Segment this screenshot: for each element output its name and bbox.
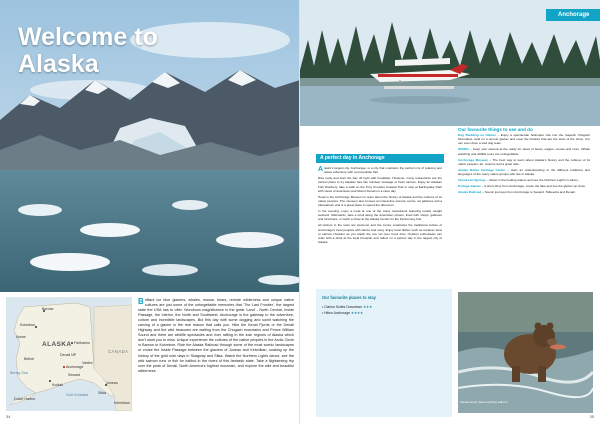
intro-body: rilliant ice blue glaciers, whales, moose, bears, remote wilderness and unique native cultures are just some of the unforgettable memories that 'The Last Frontier', the largest state the USA has to offer. Wondrous magnificence is the great 'Land' - North Central, Inside Passage, the Interior, the North and Southwest. Anchorage is the gateway to the adventure, culture and incredible landscapes. But this day with some dogging and sunlit watching the carving of a glacier is the real reason that calls you. Hike the Kenai Fjords or the Denali Highway and the wild treasures are waiting from the Chugach mountains and Prince William Sound and there are wildlife spectacles and river rafting in the lush regions of Alaska which don't want you to miss. Unique experience the cultures of the native peoples in the Arctic Circle in Barrow or Kotzebue. Ride the Alaska Railroad through some of the most scenic landscapes or cruise the Inside Passage between the glaciers of Juneau and Ketchikan, soaking up the history of the gold rush days in Skagway and Sitka. Watch the Northern Lights dance, see the wild salmon runs or fish for halibut in the rivers of this fantastic state. Take a flightseeing trip over the peak of Denali, North America's highest mountain, and explore the wild and beautiful wilderness. (138, 298, 294, 373)
map-region-label: ALASKA (42, 341, 72, 348)
favourites-column (458, 133, 590, 196)
favourite-name: Dog Sledding on Glacier (458, 133, 496, 137)
stay-item: • Clarion Suites Downtown ★★★ (322, 305, 373, 309)
favourite-item: Portage Glacier – A short drive from Anchorage, cruise the lake and see the glacier up close. (458, 184, 586, 189)
favourite-name: Chena Hot Springs (458, 177, 486, 182)
favourite-item: Alaska Native Heritage Center – Gain an understanding of the different traditions and languages of the many native groups who live in Alaska. (458, 167, 590, 176)
favourite-item: Wildlife – Keep your camera at the ready for views of bears, eagles, moose and more. Whale watching and wildlife tours are unforgettable. (458, 147, 590, 156)
favourite-text: Enjoy a spectacular helicopter ride into the majestic Chugach Mountains, land on a remote glacier and meet the huskies that are the stars of the show. You can even drive a sled dog team. (458, 133, 590, 146)
map-gulf-label: Gulf of Alaska (66, 393, 89, 397)
map-place-juneau: Juneau (106, 381, 118, 385)
map-place-bethel: Bethel (24, 357, 35, 361)
section-tab: Anchorage (546, 9, 600, 21)
alaska-map (6, 297, 132, 411)
stay-item: • Hilton Anchorage ★★★★ (322, 311, 364, 315)
favourite-text: The best way to learn about Alaska's history and the cultures of its native peoples; art, science and a great cafe. (458, 157, 591, 166)
favourite-text: Relax in the healing waters and see the Northern Lights in winter. (489, 177, 579, 182)
map-place-kodiak: Kodiak (52, 383, 63, 387)
map-country-label: CANADA (108, 349, 129, 354)
perfect-day-column (318, 166, 442, 246)
map-place-fairbanks: Fairbanks (74, 341, 90, 345)
stay-item-label: Clarion Suites Downtown (324, 305, 363, 309)
map-place-nome: Nome (16, 335, 26, 339)
favourites-heading: Our favourite things to see and do (458, 127, 533, 132)
places-to-stay-title: Our favourite places to stay (322, 295, 376, 300)
map-place-seward: Seward (68, 373, 81, 377)
right-page (300, 0, 600, 424)
favourite-name: Alaska Native Heritage Center (458, 167, 506, 172)
map-place-denali: Denali NP (60, 353, 77, 357)
hero-photo-glacier (0, 0, 300, 292)
stay-item-stars: ★★★★ (350, 311, 364, 315)
map-sea-label: Bering Sea (10, 371, 28, 375)
map-place-kotzebue: Kotzebue (20, 323, 36, 327)
perfect-day-heading: A perfect day in Anchorage (316, 154, 444, 163)
page-number-right: 35 (589, 414, 594, 419)
map-place-dutch-harbor: Dutch Harbor (14, 397, 36, 401)
places-to-stay-box (316, 289, 452, 417)
favourite-text: Gain an understanding of the different traditions and languages of the many native groups who live in Alaska. (458, 167, 590, 176)
favourite-text: A short drive from Anchorage, cruise the lake and see the glacier up close. (484, 184, 586, 189)
favourite-item: Anchorage Museum – The best way to learn about Alaska's history and the cultures of its native peoples; art, science and a great cafe. (458, 157, 591, 166)
perfect-day-paragraph: Rise early and start the day off right with breakfast. However, many restaurants are the perfect place to try Alaskan fare like reindeer sausage or fresh salmon. Enjoy an Alaskan Fish Hatchery, take a walk on the Tony Knowles Coastal Trail or stop at Earthquake Park with views of downtown and Mount Denali on a clear day. (318, 176, 442, 193)
favourite-name: Wildlife (458, 147, 469, 152)
map-place-anchorage: Anchorage (66, 365, 84, 369)
map-place-barrow: Barrow (42, 307, 54, 311)
intro-dropcap: B (138, 297, 144, 306)
favourite-item: Alaska Railroad – Scenic journeys from Anchorage to Seward, Talkeetna and Denali. (458, 190, 576, 195)
favourite-name: Portage Glacier (458, 184, 481, 189)
bear-photo (458, 292, 593, 413)
stay-item-stars: ★★★ (362, 305, 373, 309)
favourite-text: Scenic journeys from Anchorage to Seward, Talkeetna and Denali. (484, 190, 576, 195)
favourite-name: Anchorage Museum (458, 157, 489, 162)
favourite-text: Keep your camera at the ready for views of bears, eagles, moose and more. Whale watching and wildlife tours are unforgettable. (458, 147, 590, 156)
map-place-ketchikan: Ketchikan (114, 401, 130, 405)
perfect-day-paragraph: Head to the Anchorage Museum to learn about the history of Alaska and the cultures of its native peoples. The museum also houses an interactive science centre, art galleries and a planetarium and is a great place to spend the afternoon. (318, 194, 442, 208)
page-number-left: 34 (6, 414, 11, 419)
map-place-valdez: Valdez (82, 361, 93, 365)
perfect-day-text-1: lasks's largest city, Anchorage, is a city that maintains the perfect mix of relaxing and active adventure with cosmopolitan flair. (324, 166, 442, 175)
perfect-day-paragraph (318, 166, 442, 174)
stay-item-label: Hilton Anchorage (324, 311, 350, 315)
intro-text (138, 298, 294, 374)
favourite-item: Chena Hot Springs – Relax in the healing waters and see the Northern Lights in winter. (458, 177, 579, 182)
perfect-day-dropcap: A (318, 166, 324, 173)
favourite-item: Dog Sledding on Glacier – Enjoy a spectacular helicopter ride into the majestic Chugach Mountains, land on a remote glacier and meet the huskies that are the stars of the show. You can even drive a sled dog team. (458, 133, 590, 146)
title-line-2: Alaska (18, 50, 99, 78)
favourite-name: Alaska Railroad (458, 190, 482, 195)
map-place-sitka: Sitka (98, 391, 106, 395)
perfect-day-paragraph: All visitors to the town are welcome and the centre celebrates the traditional culture of Anchorage's local peoples with dance and song. Enjoy local dishes such as reindeer stew or salmon chowder as you watch the sun set over Cook Inlet. Outdoor enthusiasts can relax with a drink at the local brewpub and reflect on a perfect day in the largest city of Alaska. (318, 223, 442, 245)
page-title (18, 24, 158, 78)
perfect-day-paragraph: In the evening, enjoy a meal at one of the many restaurants featuring locally caught seafood. Afterwards, take a stroll along the downtown streets, lined with shops, galleries and local bars, or catch a show at the Alaska Center for the Performing Arts. (318, 209, 442, 222)
floatplane-photo (300, 0, 600, 126)
title-line-1: Welcome to (18, 23, 158, 51)
photo-caption: Alaska brown bear catching salmon (460, 400, 508, 404)
